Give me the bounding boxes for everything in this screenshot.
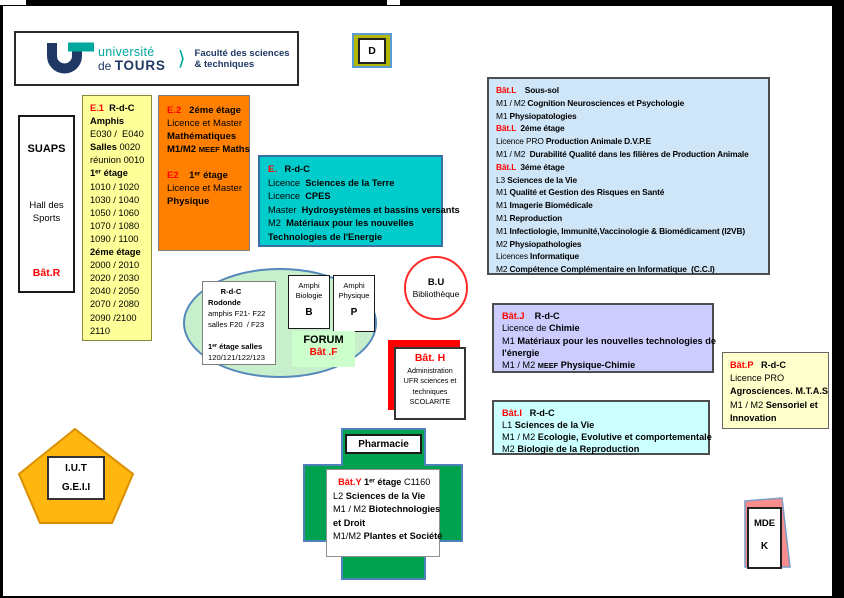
text-line: Master Hydrosystèmes et bassins versants bbox=[268, 204, 460, 215]
text-line: E. R-d-C bbox=[268, 164, 310, 174]
text-line bbox=[167, 156, 249, 169]
text-line: L3 Sciences de la Vie bbox=[496, 174, 577, 185]
text-line: M2 Matériaux pour les nouvelles bbox=[268, 218, 414, 228]
text-line: réunion 0010 bbox=[90, 155, 145, 166]
text-line: Licence PRO Production Animale D.V.P.E bbox=[496, 136, 652, 147]
text-line: Licence PRO bbox=[730, 373, 785, 384]
text-line: Licence de Chimie bbox=[502, 323, 580, 334]
text-line: l'énergie bbox=[502, 347, 540, 358]
text-line: techniques bbox=[412, 386, 448, 396]
text-line: M1 / M2 Sensoriel et bbox=[730, 399, 818, 410]
border-gap bbox=[0, 0, 26, 5]
forum-label: FORUM bbox=[303, 334, 344, 346]
logo-faculty-line1: Faculté des sciences bbox=[194, 47, 290, 59]
amphi-bio-line1: Amphi bbox=[298, 281, 320, 290]
text-line: Rodonde bbox=[208, 298, 241, 307]
text-line: Agrosciences. M.T.A.S bbox=[730, 386, 829, 397]
pharmacie-label: Pharmacie bbox=[345, 434, 422, 454]
text-line: UFR sciences et bbox=[403, 376, 457, 385]
building-suaps bbox=[18, 115, 75, 293]
text-line: M2 Biologie de la Reproduction bbox=[502, 444, 640, 454]
text-line: Bât. H bbox=[414, 352, 446, 364]
text-line: M1 Infectiologie, Immunité,Vaccinologie & Biomédicament (I2VB) bbox=[496, 225, 745, 236]
text-line: M1/M2 MEEF Maths bbox=[167, 144, 250, 155]
border-gap bbox=[387, 0, 400, 5]
text-line: L1 Sciences de la Vie bbox=[502, 420, 595, 430]
logo-universite: université bbox=[98, 44, 155, 59]
mde-letter: K bbox=[760, 541, 769, 552]
forum-label-box bbox=[292, 331, 355, 367]
amphi-bio-letter: B bbox=[305, 307, 313, 318]
suaps-code: Bât.R bbox=[32, 267, 61, 279]
text-line: Physique bbox=[167, 196, 210, 207]
ut-monogram-icon bbox=[44, 39, 96, 79]
forum-code: Bât .F bbox=[309, 347, 338, 358]
text-line: Salles 0020 bbox=[90, 142, 141, 153]
text-line: M1 Imagerie Biomédicale bbox=[496, 200, 593, 211]
text-line: Mathématiques bbox=[167, 131, 237, 142]
building-baty bbox=[326, 469, 443, 557]
text-line: 120/121/122/123 bbox=[208, 353, 266, 362]
text-line: M2 Physiopathologies bbox=[496, 238, 582, 249]
text-line: Administration bbox=[407, 365, 453, 375]
bu-title: B.U bbox=[427, 277, 445, 288]
text-line: Licences Informatique bbox=[496, 251, 579, 262]
text-line: 1050 / 1060 bbox=[90, 207, 140, 218]
text-line: Bât.L 3éme étage bbox=[496, 161, 565, 172]
text-line: Bât.L Sous-sol bbox=[496, 85, 559, 95]
building-iut bbox=[47, 456, 105, 500]
text-line: M1 Reproduction bbox=[496, 212, 563, 223]
logo-faculty bbox=[195, 48, 290, 70]
text-line: amphis F21- F22 bbox=[208, 309, 266, 318]
logo-wordmark bbox=[98, 45, 166, 73]
page-border-right bbox=[832, 0, 844, 598]
bu-subtitle: Bibliothèque bbox=[412, 289, 460, 299]
text-line: M1 / M2 MEEF Physique-Chimie bbox=[502, 360, 636, 371]
text-line: E030 / E040 bbox=[90, 129, 144, 140]
text-line: 1090 / 1100 bbox=[90, 233, 139, 244]
text-line: 2éme étage bbox=[90, 247, 141, 258]
amphi-phy-letter: P bbox=[350, 307, 358, 318]
text-line: Bât.J R-d-C bbox=[502, 311, 560, 321]
building-batp bbox=[722, 352, 829, 429]
text-line: Bât.I R-d-C bbox=[502, 408, 555, 418]
building-d bbox=[352, 33, 392, 68]
building-bati bbox=[492, 400, 710, 455]
suaps-title: SUAPS bbox=[27, 143, 66, 155]
university-logo bbox=[14, 31, 299, 86]
text-line: Licence Sciences de la Terre bbox=[268, 177, 395, 188]
suaps-hall bbox=[20, 199, 73, 225]
logo-faculty-line2: & techniques bbox=[194, 58, 255, 70]
text-line: L2 Sciences de la Vie bbox=[333, 490, 426, 501]
building-batj bbox=[492, 303, 714, 373]
text-line: 2040 / 2050 bbox=[90, 286, 140, 297]
logo-separator-icon: ⟩ bbox=[177, 48, 186, 70]
text-line: Bât.P R-d-C bbox=[730, 360, 786, 370]
text-line: M1 Physiopatologies bbox=[496, 110, 577, 121]
text-line: Amphis bbox=[90, 116, 125, 127]
building-e bbox=[258, 155, 460, 247]
amphi-phy-line2: Physique bbox=[338, 290, 370, 300]
text-line: M1 Qualité et Gestion des Risques en Santé bbox=[496, 187, 665, 198]
text-line: Innovation bbox=[730, 412, 777, 423]
text-line: 2070 / 2080 bbox=[90, 299, 140, 310]
text-line: Technologies de l'Energie bbox=[268, 231, 383, 242]
text-line: 2020 / 2030 bbox=[90, 273, 140, 284]
text-line: Bât.L 2éme étage bbox=[496, 123, 565, 134]
text-line: 1030 / 1040 bbox=[90, 194, 140, 205]
text-line: 2110 bbox=[90, 325, 110, 336]
forum-rodonde bbox=[202, 281, 276, 365]
text-line: M1 / M2 Durabilité Qualité dans les filières de Production Animale bbox=[496, 148, 749, 159]
building-batl bbox=[487, 77, 770, 275]
text-line: 1ᵉʳ étage bbox=[90, 168, 128, 179]
text-line: M2 Compétence Complémentaire en Informatique (C.C.I) bbox=[496, 264, 715, 275]
text-line: Licence et Master bbox=[167, 183, 242, 194]
amphi-bio-line2: Biologie bbox=[295, 290, 323, 300]
amphi-physique bbox=[333, 275, 375, 332]
building-bath bbox=[394, 347, 466, 420]
text-line: Bât.Y 1ᵉʳ étage C1160 bbox=[333, 477, 431, 487]
text-line: et Droit bbox=[333, 517, 366, 528]
text-line: Licence et Master bbox=[167, 118, 242, 129]
text-line: E2 1ᵉʳ étage bbox=[167, 170, 228, 181]
text-line: M1 / M2 Cognition Neurosciences et Psychologie bbox=[496, 97, 685, 108]
text-line: M1 / M2 Ecologie, Evolutive et comportementale bbox=[502, 432, 712, 442]
suaps-hall-line2: Sports bbox=[32, 213, 61, 224]
logo-de: de bbox=[98, 58, 115, 73]
text-line: 2090 /2100 bbox=[90, 312, 137, 323]
logo-tours: TOURS bbox=[114, 57, 166, 73]
text-line: SCOLARITE bbox=[409, 397, 451, 406]
text-line: E.1 R-d-C bbox=[90, 103, 135, 113]
building-mde bbox=[747, 507, 782, 569]
text-line: E.2 2éme étage bbox=[167, 105, 241, 116]
text-line: 2000 / 2010 bbox=[90, 260, 140, 271]
text-line: M1/M2 Plantes et Société bbox=[333, 531, 443, 541]
iut-line1: I.U.T bbox=[65, 463, 87, 474]
page-border-top bbox=[0, 0, 844, 6]
text-line: Licence CPES bbox=[268, 191, 331, 201]
text-line: 1010 / 1020 bbox=[90, 181, 140, 192]
amphi-biologie bbox=[288, 275, 330, 329]
amphi-phy-line1: Amphi bbox=[343, 281, 365, 290]
text-line bbox=[208, 330, 275, 341]
page-border-left bbox=[0, 0, 3, 598]
building-e1 bbox=[82, 95, 152, 341]
text-line: R-d-C bbox=[208, 287, 242, 296]
building-bu-library bbox=[404, 256, 468, 320]
building-e2 bbox=[158, 95, 250, 251]
suaps-hall-line1: Hall des bbox=[29, 200, 64, 211]
text-line: salles F20 / F23 bbox=[208, 320, 265, 329]
text-line: 1ᵉʳ étage salles bbox=[208, 342, 263, 351]
text-line: M1 Matériaux pour les nouvelles technologies de bbox=[502, 335, 716, 346]
iut-line2: G.E.I.I bbox=[61, 482, 91, 493]
mde-label: MDE bbox=[753, 518, 776, 529]
text-line: M1 / M2 Biotechnologies bbox=[333, 504, 441, 514]
building-d-label: D bbox=[358, 38, 386, 64]
text-line: 1070 / 1080 bbox=[90, 220, 140, 231]
